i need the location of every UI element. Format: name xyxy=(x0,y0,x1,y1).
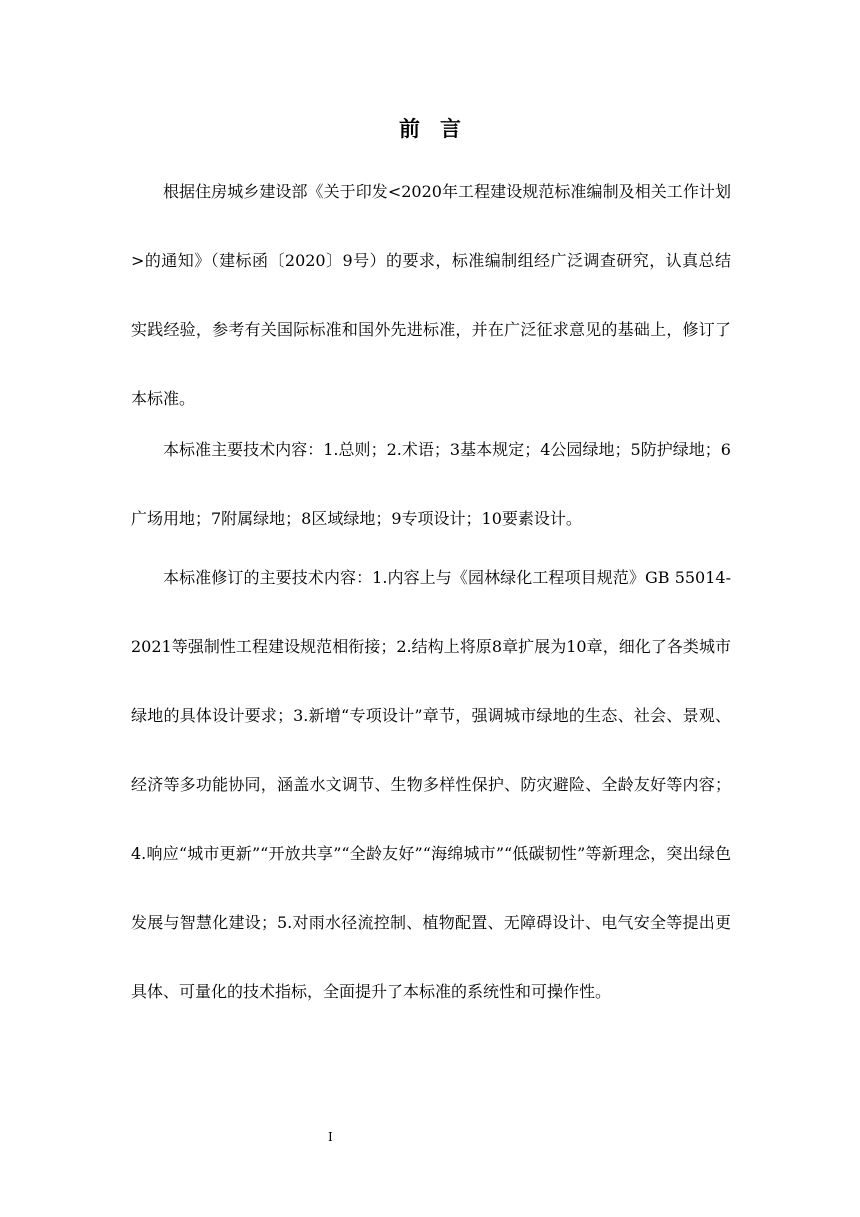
paragraph-main-contents: 本标准主要技术内容：1.总则；2.术语；3基本规定；4公园绿地；5防护绿地；6广场用地；7附属绿地；8区域绿地；9专项设计；10要素设计。 xyxy=(131,440,731,528)
title-char-2: 言 xyxy=(440,116,461,141)
page-title xyxy=(0,114,860,144)
title-char-1: 前 xyxy=(399,116,420,141)
paragraph-revision-contents: 本标准修订的主要技术内容：1.内容上与《园林绿化工程项目规范》GB 55014-2021等强制性工程建设规范相衔接；2.结构上将原8章扩展为10章，细化了各类城市绿地的具体设计要求；3.新增“专项设计”章节，强调城市绿地的生态、社会、景观、经济等多功能协同，涵盖水文调节、生物多样性保护、防灾避险、全龄友好等内容；4.响应“城市更新”“开放共享”“全龄友好”“海绵城市”“低碳韧性”等新理念，突出绿色发展与智慧化建设；5.对雨水径流控制、植物配置、无障碍设计、电气安全等提出更具体、可量化的技术指标，全面提升了本标准的系统性和可操作性。 xyxy=(131,568,731,1001)
page-number: I xyxy=(328,1130,333,1144)
paragraph-basis: 根据住房城乡建设部《关于印发<2020年工程建设规范标准编制及相关工作计划>的通知》（建标函〔2020〕9号）的要求，标准编制组经广泛调查研究，认真总结实践经验，参考有关国际标准和国外先进标准，并在广泛征求意见的基础上，修订了本标准。 xyxy=(131,182,731,408)
